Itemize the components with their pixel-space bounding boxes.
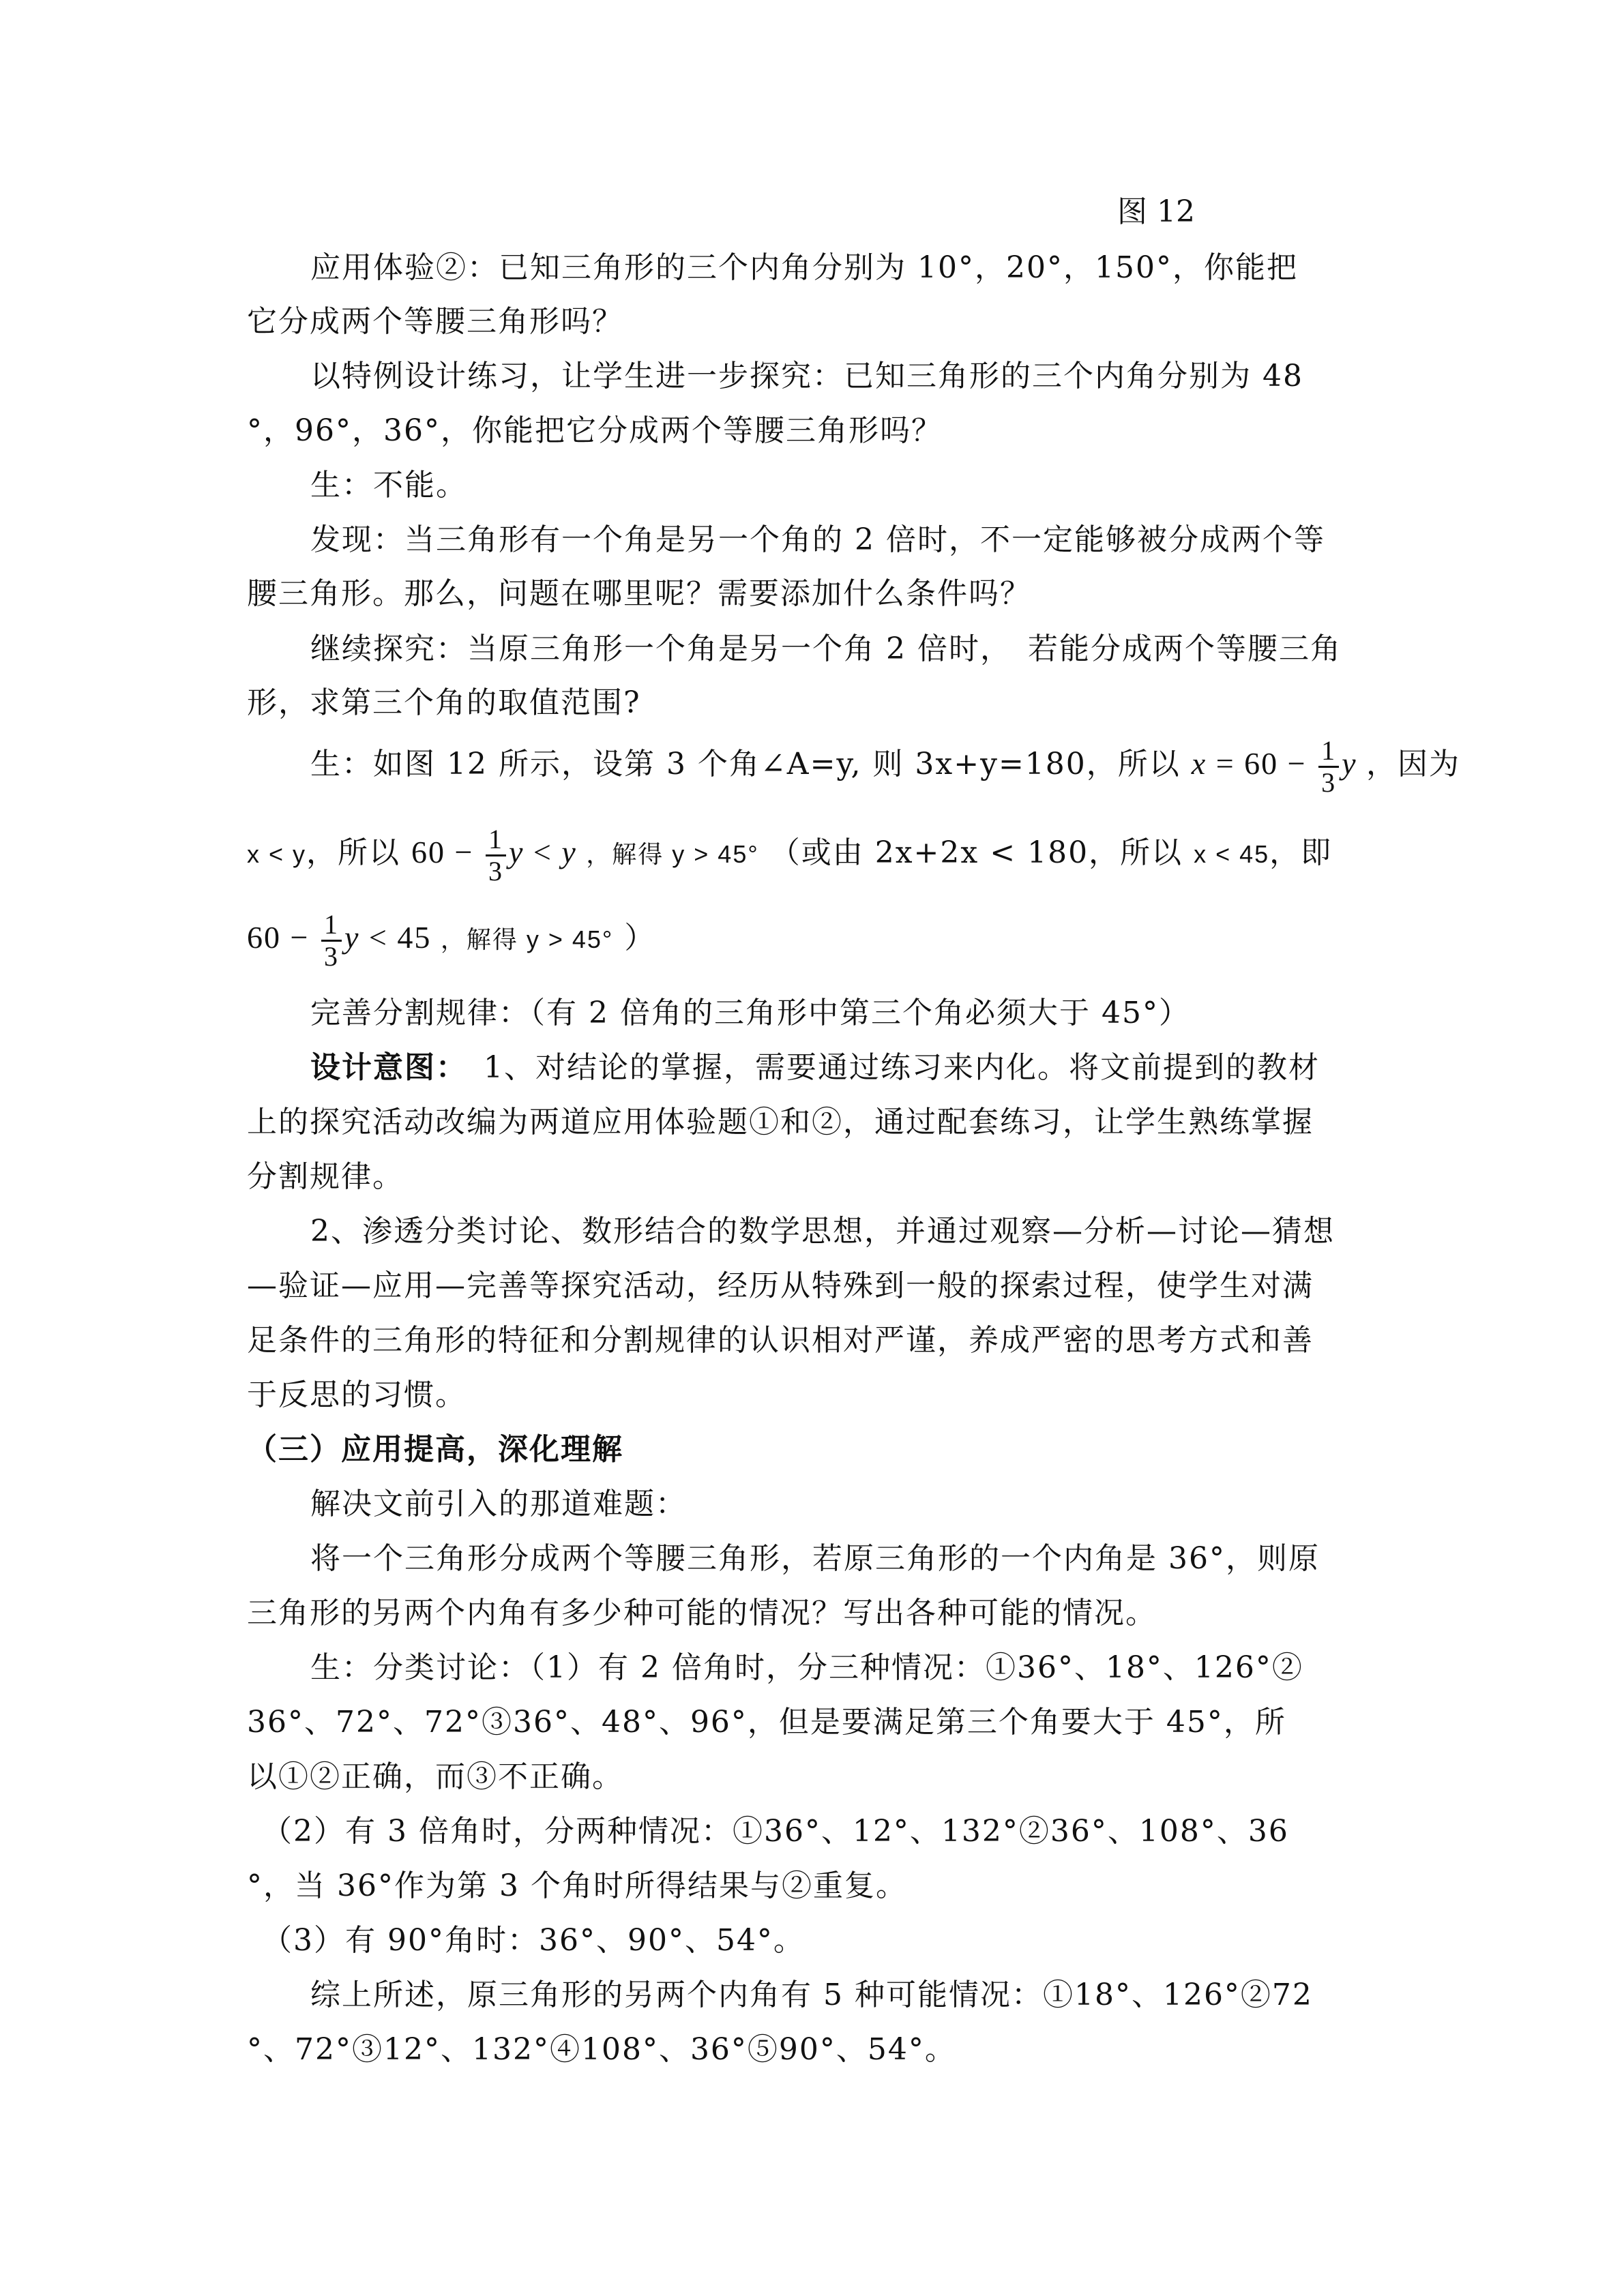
inequality-1: 60 − $\frac{1}{3}$ y < y [411, 823, 577, 886]
fraction-one-third: $\frac{1}{3}$ [486, 824, 506, 886]
paragraph-line: 它分成两个等腰三角形吗？ [247, 304, 623, 339]
paragraph-line: 设计意图： 1、对结论的掌握，需要通过练习来内化。将文前提到的教材 [310, 1050, 1320, 1085]
paragraph-line: 36°、72°、72°③36°、48°、96°，但是要满足第三个角要大于 45°，所 [247, 1705, 1286, 1740]
paragraph-line: —验证—应用—完善等探究活动，经历从特殊到一般的探索过程，使学生对满 [247, 1268, 1314, 1303]
equation-x: x = 60 − $\frac{1}{3}$ y [1191, 734, 1357, 798]
paragraph-line: 以特例设计练习，让学生进一步探究：已知三角形的三个内角分别为 48 [310, 359, 1303, 393]
paragraph-line: 分割规律。 [247, 1159, 404, 1194]
paragraph-line: 生：分类讨论：（1）有 2 倍角时，分三种情况：①36°、18°、126°② [310, 1650, 1303, 1685]
paragraph-line: 2、渗透分类讨论、数形结合的数学思想，并通过观察—分析—讨论—猜想 [310, 1214, 1335, 1249]
paragraph-line: 将一个三角形分成两个等腰三角形，若原三角形的一个内角是 36°，则原 [310, 1541, 1320, 1576]
paragraph-line: 综上所述，原三角形的另两个内角有 5 种可能情况：①18°、126°②72 [310, 1978, 1313, 2012]
paragraph-line: 生：不能。 [310, 468, 467, 503]
design-intent-label: 设计意图： [310, 1050, 452, 1085]
paragraph-line: °、72°③12°、132°④108°、36°⑤90°、54°。 [247, 2032, 956, 2067]
figure-caption: 图 12 [1117, 194, 1195, 229]
equation-text: 生：如图 12 所示，设第 3 个角∠A=y, 则 3x+y=180，所以 [310, 747, 1181, 781]
paragraph-line: 发现：当三角形有一个角是另一个角的 2 倍时，不一定能够被分成两个等 [310, 522, 1325, 557]
paragraph-line: 解决文前引入的那道难题： [310, 1487, 687, 1521]
paragraph-line: 足条件的三角形的特征和分割规律的认识相对严谨，养成严密的思考方式和善 [247, 1323, 1314, 1358]
paragraph-line: 应用体验②：已知三角形的三个内角分别为 10°，20°，150°，你能把 [310, 250, 1298, 285]
paragraph-line: 形，求第三个角的取值范围? [247, 685, 641, 720]
paragraph-line: °，当 36°作为第 3 个角时所得结果与②重复。 [247, 1868, 907, 1903]
paragraph-line: 腰三角形。那么，问题在哪里呢？需要添加什么条件吗？ [247, 576, 1031, 611]
fraction-one-third: $\frac{1}{3}$ [1318, 736, 1339, 798]
paragraph-line: （3）有 90°角时：36°、90°、54°。 [262, 1923, 805, 1958]
paragraph-line: 三角形的另两个内角有多少种可能的情况？写出各种可能的情况。 [247, 1596, 1157, 1630]
paragraph-line: 上的探究活动改编为两道应用体验题①和②，通过配套练习，让学生熟练掌握 [247, 1105, 1314, 1139]
paragraph-line: 继续探究：当原三角形一个角是另一个角 2 倍时， 若能分成两个等腰三角 [310, 631, 1342, 666]
inequality-line: x < y，所以 60 − $\frac{1}{3}$ y < y ，解得 y > 45° （或由 2x+2x < 180，所以 x < 45，即 [247, 823, 1333, 886]
paragraph-line: 于反思的习惯。 [247, 1377, 467, 1412]
equation-text-suffix: ，因为 [1366, 747, 1461, 781]
paragraph-line: （2）有 3 倍角时，分两种情况：①36°、12°、132°②36°、108°、36 [262, 1814, 1289, 1849]
inequality-2: 60 − $\frac{1}{3}$ y < 45 [247, 908, 432, 972]
section-heading: （三）应用提高，深化理解 [247, 1432, 623, 1467]
paragraph-line: 完善分割规律：（有 2 倍角的三角形中第三个角必须大于 45°） [310, 996, 1190, 1030]
paragraph-line: °，96°，36°，你能把它分成两个等腰三角形吗？ [247, 413, 943, 448]
equation-line [310, 733, 1460, 798]
fraction-one-third: $\frac{1}{3}$ [321, 910, 342, 972]
inequality-line: 60 − $\frac{1}{3}$ y < 45 ，解得 y > 45° ） [247, 908, 656, 972]
paragraph-line: 以①②正确，而③不正确。 [247, 1759, 623, 1794]
